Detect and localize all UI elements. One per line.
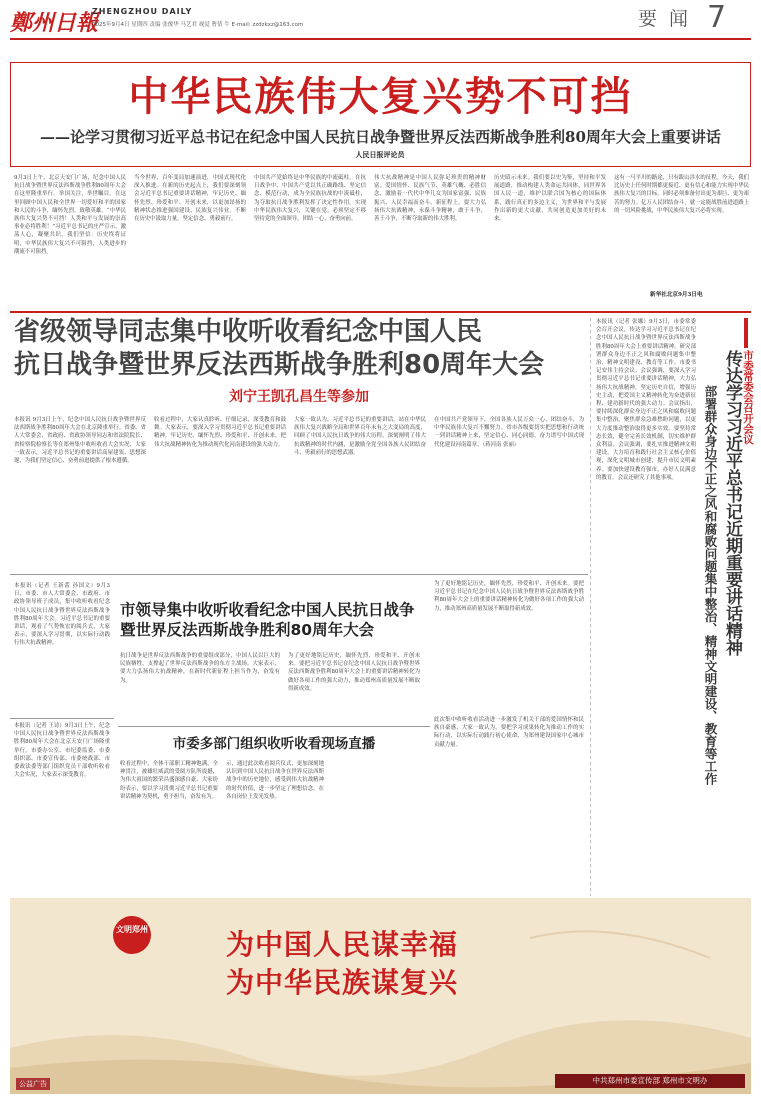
story2-headline-line2: 抗日战争暨世界反法西斯战争胜利80周年大会 xyxy=(14,350,545,380)
story3-headline-line2: 暨世界反法西斯战争胜利80周年大会 xyxy=(120,621,375,639)
page-number: 7 xyxy=(707,0,727,35)
story3-headline-line1: 市领导集中收听收看纪念中国人民抗日战争 xyxy=(120,601,415,619)
lead-column-2: 当今世界，百年变局加速演进，中国式现代化深入推进。在新的历史起点上，我们要深刻领会习近平总书记重要讲话精神，牢记历史、缅怀先烈、珍爱和平、开创未来，以更加昂扬的精神状态推进强国建设、民族复兴伟业。不断在历史中汲取力量，坚定信念，勇毅前行。 xyxy=(134,175,246,223)
story2-headline-line1: 省级领导同志集中收听收看纪念中国人民 xyxy=(14,317,483,347)
lead-column-6: 这有一马平川的路途，只有跋山涉水的征程。今天，我们比历史上任何时期都更接近、更有信心和能力实现中华民族伟大复兴的目标。同时必须准备付出更为艰巨、更为艰苦的努力。亿万人民团结奋斗，就一定能战胜前进道路上的一切风险挑战，中华民族伟大复兴必将实现。 xyxy=(614,175,749,214)
right-kicker-bar xyxy=(744,318,748,348)
psa-corner-label: 公益广告 xyxy=(16,1078,50,1090)
right-story-body: 本报讯（记者 张娜）9月3日，市委常委会召开会议，传达学习习近平总书记在纪念中国人民抗日战争暨世界反法西斯战争胜利80周年大会上重要讲话精神，研究部署群众身边不正之风和腐败问题集中整治、精神文明建设、教育等工作。市委书记安伟主持会议。会议强调，要深入学习贯彻习近平总书记重要讲话精神，大力弘扬伟大抗战精神，坚定历史自信，增强历史主动，把爱国主义精神转化为奋进新征程、建功新时代的强大动力。会议指出，要持续深化群众身边不正之风和腐败问题集中整治，聚焦群众急难愁盼问题，以更大力度推动整治取得更多实效。要坚持常态长效，健全完善长效机制，切实维护群众利益。会议强调，要扎实推进精神文明建设，大力培育和践行社会主义核心价值观，深化文明城市创建，提升市民文明素养。要加快建设教育强市，办好人民满意的教育。会议还研究了其他事项。 xyxy=(596,319,696,481)
psa-credit: 中共郑州市委宣传部 郑州市文明办 xyxy=(555,1074,745,1088)
lead-column-4: 伟大抗战精神是中国人民弥足珍贵的精神财富。爱国情怀、民族气节、英雄气概、必胜信念，激励着一代代中华儿女为国家富强、民族振兴、人民幸福而奋斗。新征程上，要大力弘扬伟大抗战精神，永葆斗争精神，敢于斗争、善于斗争，不断夺取新的伟大胜利。 xyxy=(374,175,486,223)
story4-headline: 市委多部门组织收听收看现场直播 xyxy=(172,736,376,752)
column-divider xyxy=(590,318,591,896)
story3-left-column-1: 本报讯（记者 王新蕾 孙国文）9月3日，市委、市人大常委会、市政府、市政协领导班子成员，集中收听收看纪念中国人民抗日战争暨世界反法西斯战争胜利80周年大会。习近平总书记的重要讲话，观看了气势恢宏的阅兵式，大家表示，要深入学习贯彻，以实际行动践行伟大抗战精神。 xyxy=(14,583,110,647)
lead-bottom-rule xyxy=(10,311,751,313)
story2-column-1: 本报讯 9月3日上午，纪念中国人民抗日战争暨世界反法西斯战争胜利80周年大会在北京隆重举行。省委、省人大常委会、省政府、省政协领导同志和省法院院长、省检察院检察长等在郑州集中收听收看大会实况，大家一致表示，习近平总书记的重要讲话高屋建瓴、思想深邃，为我们坚定信心、奋勇前进提供了根本遵循。 xyxy=(14,417,146,465)
story3-body-column-2: 为了更好地铭记历史，缅怀先烈，珍爱和平、开创未来。要把习近平总书记在纪念中国人民抗日战争暨世界反法西斯战争胜利80周年大会上的重要讲话精神转化为做好各项工作的强大动力，推动郑州高质量发展不断取得新成效。 xyxy=(288,653,420,692)
story3-body-continued: 为了更好地铭记历史，缅怀先烈，珍爱和平、开创未来。要把习近平总书记在纪念中国人民抗日战争暨世界反法西斯战争胜利80周年大会上的重要讲话精神转化为做好各项工作的强大动力，推动郑州高质量发展不断取得新成效。 xyxy=(434,581,584,612)
right-title-line1: 传达学习习近平总书记近期重要讲话精神 xyxy=(722,350,742,656)
lead-dateline: 新华社北京9月3日电 xyxy=(650,292,703,298)
right-title-line2: 部署群众身边不正之风和腐败问题集中整治、精神文明建设、教育等工作 xyxy=(703,385,718,785)
lead-column-5: 历史昭示未来。我们要以史为鉴，坚持和平发展道路，推动构建人类命运共同体，同世界各国人民一道，维护以联合国为核心的国际体系，践行真正的多边主义，为世界和平与发展作出新的更大贡献，共同创造更加美好的未来。 xyxy=(494,175,606,223)
story2-subhead: 刘宁王凯孔昌生等参加 xyxy=(229,389,369,405)
story3-bottom-rule xyxy=(118,726,430,727)
newspaper-logo: 鄭州日報 xyxy=(10,10,99,36)
banner-slogan-line1: 为中国人民谋幸福 xyxy=(226,928,459,961)
story4-column-1: 收看过程中，全体干部职工精神饱满，全神贯注，被雄壮威武的受阅方队所震撼，为伟大祖国的繁荣昌盛深感自豪。大家纷纷表示，要以学习贯彻习近平总书记重要讲话精神为契机，勇于担当，奋发有为。 xyxy=(120,761,218,800)
story3-left-column-2: 本报讯（记者 王诗）9月3日上午，纪念中国人民抗日战争暨世界反法西斯战争胜利80周年大会在北京天安门广场隆重举行。市委办公室、市纪委监委、市委组织部、市委宣传部、市委统战部、市委政法委等部门组织党员干部收听收看大会实况，大家表示深受教育。 xyxy=(14,723,110,779)
story2-bottom-rule xyxy=(10,574,588,575)
masthead-rule xyxy=(10,38,751,40)
lead-byline: 人民日报评论员 xyxy=(355,150,405,159)
story3-left-divider xyxy=(10,718,114,719)
story3-body-column-1: 抗日战争是世界反法西斯战争的重要组成部分，中国人民以巨大的民族牺牲，支撑起了世界反法西斯战争的东方主战场。大家表示，要大力弘扬伟大抗战精神，在新时代新征程上担当作为，奋发有为。 xyxy=(120,653,280,684)
lead-column-1: 9月3日上午，北京天安门广场，纪念中国人民抗日战争暨世界反法西斯战争胜利80周年大会在这里隆重举行。举国关注，举世瞩目。在这里回顾中国人民和全世界一切爱好和平的国家和人民的斗争，缅怀先烈，致敬英雄。“中华民族伟大复兴势不可挡！人类和平与发展的崇高事业必将胜利！”习近平总书记的庄严宣示，激荡人心，凝聚共识。我们坚信：历史终将证明，中华民族伟大复兴不可阻挡，人类进步的潮流不可阻挡。 xyxy=(14,175,126,255)
lead-headline: 中华民族伟大复兴势不可挡 xyxy=(128,73,633,120)
public-service-banner xyxy=(10,898,751,1094)
issue-info-line: 2025年9月4日 星期四 责编 张俊华 马艺君 视觉 曹倩 牛 E-mail: zzdzkxz@163.com xyxy=(92,22,304,28)
right-kicker: 市委常委会召开会议 xyxy=(742,350,754,445)
story2-column-3: 大家一致认为，习近平总书记的重要讲话，站在中华民族伟大复兴战略全局和世界百年未有之大变局的高度，回顾了中国人民抗日战争的伟大历程，深刻阐明了伟大抗战精神的时代内涵，是激励全党全国各族人民团结奋斗、勇毅前行的思想武器。 xyxy=(294,417,426,456)
banner-slogan xyxy=(226,926,556,1002)
newspaper-english-name: ZHENGZHOU DAILY xyxy=(92,7,193,16)
lead-subheadline: ——论学习贯彻习近平总书记在纪念中国人民抗日战争暨世界反法西斯战争胜利80周年大会上重要讲话 xyxy=(40,128,721,146)
story2-column-2: 收看过程中，大家认真聆听、仔细记录，深受教育和鼓舞。大家表示，要深入学习贯彻习近平总书记重要讲话精神，牢记历史、缅怀先烈、珍爱和平、开创未来，把伟大抗战精神转化为推动现代化河南建设的强大动力。 xyxy=(154,417,286,448)
story2-column-4: 在中国共产党领导下，全国各族人民万众一心、团结奋斗，为中华民族伟大复兴不懈努力。省市各级要切实把思想和行动统一到讲话精神上来，坚定信心、同心同德，奋力谱写中国式现代化建设河南篇章。（蒋河南 张丽） xyxy=(434,417,584,448)
story4-column-2: 示，通过此次收看阅兵仪式，更加深刻地认识到中国人民抗日战争在世界反法西斯战争中的历史地位，感受到伟大抗战精神的时代价值，进一步坚定了理想信念，在各自岗位上发光发热。 xyxy=(226,761,324,800)
seal-text: 文明郑州 xyxy=(116,925,148,934)
section-name: 要 闻 xyxy=(638,8,692,30)
civilization-seal-icon xyxy=(113,916,151,954)
story3-headline xyxy=(120,600,420,640)
lead-column-3: 中国共产党始终是中华民族的中流砥柱。在抗日战争中，中国共产党以其正确路线、坚定信念、模范行动，成为全民族抗战的中流砥柱，为夺取抗日战争胜利发挥了决定性作用。实现中华民族伟大复兴，关键在党。必须坚定不移坚持党的全面领导，团结一心，奋勇向前。 xyxy=(254,175,366,223)
banner-slogan-line2: 为中华民族谋复兴 xyxy=(226,966,459,999)
story2-headline xyxy=(14,316,584,382)
story4-column-3: 此次集中收听收看活动进一步激发了机关干部的爱国情怀和民族自豪感，大家一致认为，要把学习成果转化为推动工作的实际行动，以实际行动践行初心使命，为郑州建设国家中心城市贡献力量。 xyxy=(434,717,584,748)
